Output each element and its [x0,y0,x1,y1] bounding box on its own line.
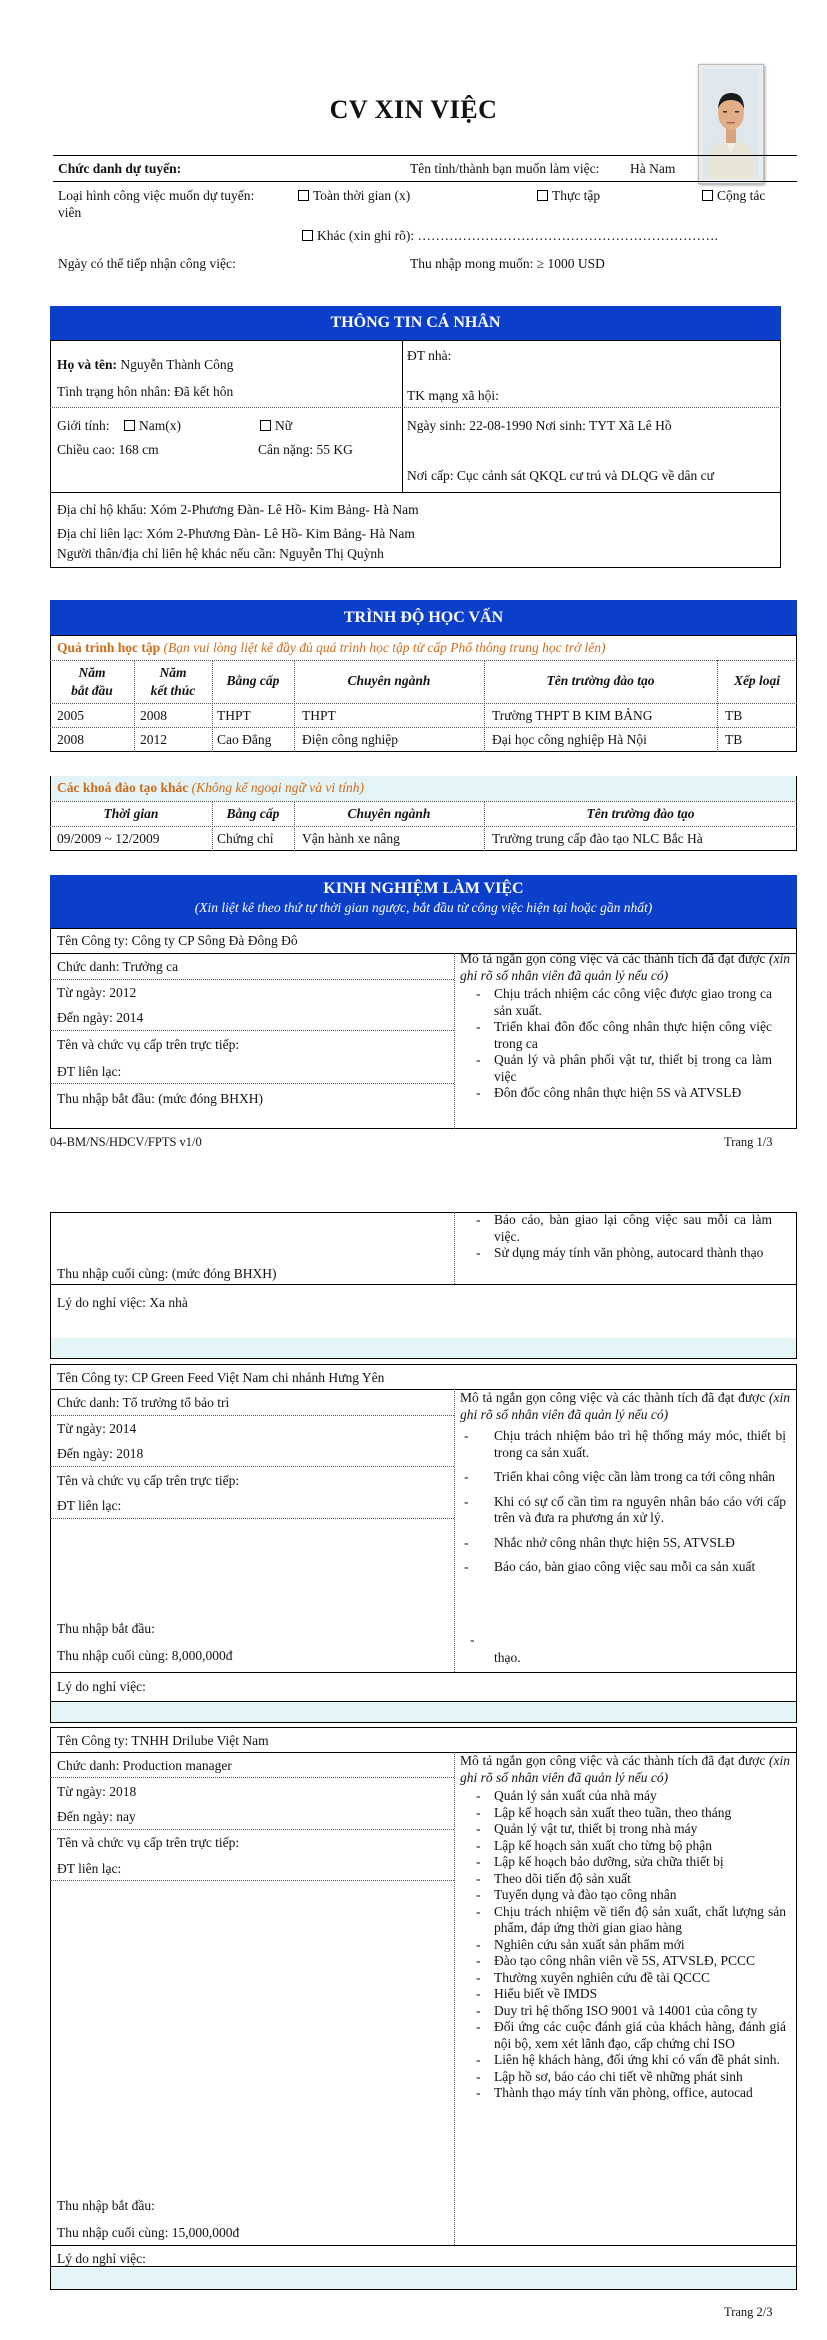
list-item: - Báo cáo, bàn giao công việc sau mỗi ca sản xuất [460,1559,786,1576]
col-rank: Xếp loại [733,673,781,688]
name-field: Họ và tên: Nguyễn Thành Công [57,357,234,372]
checkbox-icon [537,190,548,201]
social-account-label: TK mạng xã hội: [407,388,499,403]
checkbox-icon [124,420,135,431]
list-item: - Hiểu biết về IMDS [460,1986,786,2003]
issued-by: Nơi cấp: Cục cảnh sát QKQL cư trú và DLQG về dân cư [407,468,714,483]
birth-info: Ngày sinh: 22-08-1990 Nơi sinh: TYT Xã Lê Hồ [407,418,672,433]
list-item: - Đào tạo công nhân viên về 5S, ATVSLĐ, PCCC [460,1953,786,1970]
job1-desc-heading: Mô tả ngắn gọn công việc và các thành tích đã đạt được (xin ghi rõ số nhân viên đã quản lý nếu có) [460,951,790,983]
courses-col-time: Thời gian [103,806,159,821]
list-item: - Đôn đốc công nhân thực hiện 5S và ATVSLĐ [460,1085,772,1102]
job3-start-income: Thu nhập bắt đầu: [57,2198,155,2213]
position-label: Chức danh dự tuyến: [58,161,182,176]
job3-manager-label: Tên và chức vụ cấp trên trực tiếp: [57,1835,240,1850]
experience-heading: KINH NGHIỆM LÀM VIỆC (Xin liệt kê theo thứ tự thời gian ngược, bắt đầu từ công việc hiện tại hoặc gần nhất) [50,875,797,928]
list-item: - Lập kế hoạch bảo dưỡng, sửa chữa thiết bị [460,1854,786,1871]
contact-address: Địa chỉ liên lạc: Xóm 2-Phương Đàn- Lê Hồ- Kim Bảng- Hà Nam [57,526,415,541]
gender-label: Giới tính: [57,418,110,433]
list-item: - Triển khai công việc cần làm trong ca tới công nhân [460,1469,786,1486]
col-major: Chuyên ngành [347,673,431,688]
other-option[interactable]: Khác (xin ghi rõ): …………………………………………………………. [302,228,718,244]
job1-duties [460,986,772,1102]
list-item: - Khi có sự cố cần tìm ra nguyên nhân báo cáo với cấp trên và đưa ra phương án xử lý. [460,1494,786,1527]
page-number-2: Trang 2/3 [724,2305,773,2319]
page-number-1: Trang 1/3 [724,1135,773,1149]
col-degree: Bằng cấp [226,673,280,688]
job2-dash: - [470,1632,475,1647]
table-cell: 2012 [140,732,167,747]
list-item: - Nhắc nhở công nhân thực hiện 5S, ATVSLĐ [460,1535,786,1552]
list-item: - Triển khai đôn đốc công nhân thực hiện công việc trong ca [460,1019,772,1052]
table-cell: 2008 [140,708,167,723]
list-item: - Theo dõi tiến độ sản xuất [460,1871,786,1888]
job2-company: Tên Công ty: CP Green Feed Việt Nam chi nhánh Hưng Yên [57,1370,385,1385]
height-field: Chiều cao: 168 cm [57,442,159,457]
table-cell: Đại học công nghiệp Hà Nội [492,732,647,747]
personal-info-heading: THÔNG TIN CÁ NHÂN [50,306,781,340]
job1-company: Tên Công ty: Công ty CP Sông Đà Đông Đô [57,933,298,948]
col-year-end: Năm kết thúc [150,665,196,698]
job1-manager-label: Tên và chức vụ cấp trên trực tiếp: [57,1037,240,1052]
job1-contact-label: ĐT liên lạc: [57,1064,122,1079]
col-school: Tên trường đào tạo [546,673,655,688]
job3-end-income: Thu nhập cuối cùng: 15,000,000đ [57,2225,240,2240]
job1-to: Đến ngày: 2014 [57,1010,144,1025]
table-cell: THPT [302,708,336,723]
intern-option[interactable]: Thực tập [537,188,600,204]
checkbox-icon [302,230,313,241]
salary-expectation: Thu nhập mong muốn: ≥ 1000 USD [410,256,605,271]
table-cell: Vận hành xe nâng [302,831,400,846]
home-phone-label: ĐT nhà: [407,348,452,363]
collab-option-cont: viên [58,205,82,220]
job2-manager-label: Tên và chức vụ cấp trên trực tiếp: [57,1473,240,1488]
courses-title: Các khoá đào tạo khác (Không kể ngoại ngữ và vi tính) [57,780,364,795]
job2-from: Từ ngày: 2014 [57,1421,137,1436]
col-year-start: Năm bắt đầu [71,665,113,698]
education-process-title: Quá trình học tập (Bạn vui lòng liệt kê đầy đủ quá trình học tập từ cấp Phổ thông trung học trở lên) [57,640,606,655]
job1-from: Từ ngày: 2012 [57,985,137,1000]
list-item: - Thường xuyên nghiên cứu đề tài QCCC [460,1970,786,1987]
job3-from: Từ ngày: 2018 [57,1784,137,1799]
courses-col-major: Chuyên ngành [347,806,431,821]
weight-field: Cân nặng: 55 KG [258,442,353,457]
job2-start-income: Thu nhập bắt đầu: [57,1621,155,1636]
list-item: - Thành thạo máy tính văn phòng, office, autocad [460,2085,786,2102]
checkbox-icon [298,190,309,201]
city-value[interactable]: Hà Nam [630,161,676,176]
checkbox-icon [260,420,271,431]
profile-photo [698,64,764,184]
list-item: - Lập hồ sơ, báo cáo chi tiết về những phát sinh [460,2069,786,2086]
table-cell: Trường THPT B KIM BẢNG [492,708,653,723]
job3-to: Đến ngày: nay [57,1809,136,1824]
permanent-address: Địa chỉ hộ khẩu: Xóm 2-Phương Đàn- Lê Hồ- Kim Bảng- Hà Nam [57,502,419,517]
table-cell: THPT [217,708,251,723]
table-cell: TB [725,732,743,747]
job2-contact-label: ĐT liên lạc: [57,1498,122,1513]
table-cell: Trường trung cấp đào tạo NLC Bắc Hà [492,831,703,846]
list-item: - Tuyển dụng và đào tạo công nhân [460,1887,786,1904]
list-item: - Quản lý và phân phối vật tư, thiết bị trong ca làm việc [460,1052,772,1085]
list-item: - Quản lý sản xuất của nhà máy [460,1788,786,1805]
start-date-label: Ngày có thể tiếp nhận công việc: [58,256,236,271]
list-item: - Nghiên cứu sản xuất sản phẩm mới [460,1937,786,1954]
city-label: Tên tỉnh/thành bạn muốn làm việc: [410,161,600,176]
job2-title: Chức danh: Tổ trưởng tổ bảo trì [57,1395,230,1410]
checkbox-icon [702,190,713,201]
fulltime-option[interactable]: Toàn thời gian (x) [298,188,410,204]
table-cell: 2005 [57,708,84,723]
job3-reason: Lý do nghỉ việc: [57,2251,146,2266]
job2-desc-heading: Mô tả ngắn gọn công việc và các thành tích đã đạt được (xin ghi rõ số nhân viên đã quản lý nếu có) [460,1390,790,1422]
list-item: - Chịu trách nhiệm bảo trì hệ thống máy móc, thiết bị trong ca sản xuất. [460,1428,786,1461]
job2-end-income: Thu nhập cuối cùng: 8,000,000đ [57,1648,233,1663]
relative-contact: Người thân/địa chỉ liên hệ khác nếu cần: Nguyễn Thị Quỳnh [57,546,384,561]
marital-status: Tình trạng hôn nhân: Đã kết hôn [57,384,234,399]
list-item: - Chịu trách nhiệm về tiến độ sản xuất, chất lượng sản phẩm, đáp ứng thời gian giao hàng [460,1904,786,1937]
list-item: - Lập kế hoạch sản xuất theo tuần, theo tháng [460,1805,786,1822]
list-item: - Duy trì hệ thống ISO 9001 và 14001 của công ty [460,2003,786,2020]
job2-trailing: thạo. [494,1650,521,1665]
gender-female-option[interactable]: Nữ [260,418,292,434]
courses-col-degree: Bằng cấp [226,806,280,821]
list-item: - Liên hệ khách hàng, đối ứng khi có vấn đề phát sinh. [460,2052,786,2069]
courses-col-school: Tên trường đào tạo [586,806,695,821]
collab-option[interactable]: Cộng tác [702,188,765,204]
job3-duties [460,1788,786,2102]
job3-company: Tên Công ty: TNHH Drilube Việt Nam [57,1733,269,1748]
list-item: - Quản lý vật tư, thiết bị trong nhà máy [460,1821,786,1838]
job3-title: Chức danh: Production manager [57,1758,232,1773]
job2-to: Đến ngày: 2018 [57,1446,144,1461]
table-cell: 09/2009 ~ 12/2009 [57,831,160,846]
job1-title: Chức danh: Trưởng ca [57,959,179,974]
page-title: CV XIN VIỆC [329,95,498,124]
list-item: - Đối ứng các cuộc đánh giá của khách hàng, đánh giá nội bộ, xem xét lãnh đạo, cấp chứng chỉ ISO [460,2019,786,2052]
job2-duties [460,1428,786,1584]
list-item: - Sử dụng máy tính văn phòng, autocard thành thạo [460,1245,772,1262]
table-cell: Điện công nghiệp [302,732,398,747]
job-type-label: Loại hình công việc muốn dự tuyến: [58,188,255,203]
job1-reason: Lý do nghỉ việc: Xa nhà [57,1295,188,1310]
job2-reason: Lý do nghỉ việc: [57,1679,146,1694]
job1-start-income: Thu nhập bắt đầu: (mức đóng BHXH) [57,1091,264,1106]
table-cell: Cao Đẳng [217,732,272,747]
job1-duties-cont [460,1212,772,1262]
table-cell: 2008 [57,732,84,747]
list-item: - Lập kế hoạch sản xuất cho từng bộ phận [460,1838,786,1855]
gender-male-option[interactable]: Nam(x) [124,418,181,434]
form-code: 04-BM/NS/HDCV/FPTS v1/0 [50,1135,202,1149]
table-cell: Chứng chỉ [217,831,274,846]
portrait-icon [703,69,759,179]
job3-desc-heading: Mô tả ngắn gọn công việc và các thành tích đã đạt được (xin ghi rõ số nhân viên đã quản lý nếu có) [460,1753,790,1785]
job3-contact-label: ĐT liên lạc: [57,1861,122,1876]
education-heading: TRÌNH ĐỘ HỌC VẤN [50,600,797,635]
list-item: - Báo cáo, bàn giao lại công việc sau mỗi ca làm việc. [460,1212,772,1245]
list-item: - Chịu trách nhiệm các công việc được giao trong ca sản xuất. [460,986,772,1019]
table-cell: TB [725,708,743,723]
job1-end-income: Thu nhập cuối cùng: (mức đóng BHXH) [57,1266,277,1281]
